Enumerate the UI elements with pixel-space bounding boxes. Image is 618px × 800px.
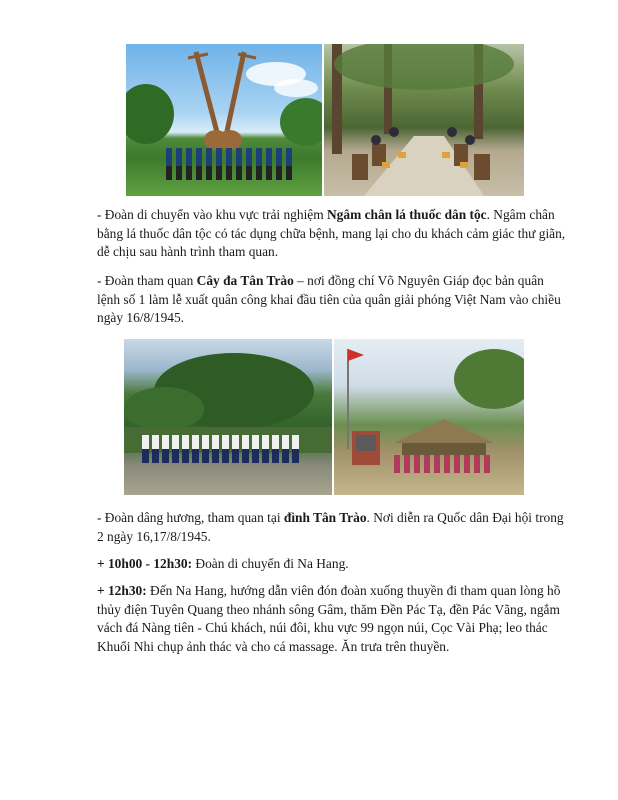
photo-row-top <box>126 44 524 196</box>
p5-text-post: Đến Na Hang, hướng dẫn viên đón đoàn xuống thuyền đi tham quan lòng hồ thủy điện Tuyên Quang theo nhánh sông Gâm, thăm Đền Pác Tạ, đền Pác Vãng, ngắm vách đá Nàng tiên - Chú khách, núi đôi, khu vực 99 ngọn núi, Cọc Vài Phạ; leo thác Khuổi Nhi chụp ảnh thác và cho cá massage. Ăn trưa trên thuyền. <box>97 583 561 654</box>
paragraph-banyan-tree <box>97 272 567 328</box>
p2-text-pre: - Đoàn tham quan <box>97 273 197 288</box>
photo-foot-soak-illustration <box>324 44 524 196</box>
p1-text-post: . Ngâm chân bằng lá thuốc dân tộc có tác dụng chữa bệnh, mang lại cho du khách cảm giác thư giãn, dễ chịu sau hành trình tham quan. <box>97 207 566 260</box>
p3-text-post: . Nơi diễn ra Quốc dân Đại hội trong 2 ngày 16,17/8/1945. <box>97 510 564 544</box>
p3-text-bold: đình Tân Trào <box>283 510 367 525</box>
paragraph-tan-trao-communal-house <box>97 509 567 546</box>
paragraph-schedule-1000 <box>97 555 567 574</box>
p2-text-post: – nơi đồng chí Võ Nguyên Giáp đọc bản quân lệnh số 1 làm lễ xuất quân công khai đầu tiên của quân giải phóng Việt Nam vào chiều ngày 16/8/1945. <box>97 273 561 326</box>
photo-monument-illustration <box>126 44 322 196</box>
paragraph-foot-soak <box>97 206 567 262</box>
paragraph-schedule-1230 <box>97 582 567 656</box>
p4-text-bold: + 10h00 - 12h30: <box>97 556 193 571</box>
photo-row-middle <box>124 339 524 495</box>
photo-banyan-group <box>124 339 332 495</box>
p5-text-bold: + 12h30: <box>97 583 147 598</box>
p3-text-pre: - Đoàn dâng hương, tham quan tại <box>97 510 284 525</box>
photo-monument-group <box>126 44 322 196</box>
p4-text-post: Đoàn di chuyển đi Na Hang. <box>192 556 349 571</box>
photo-communal-house-illustration <box>334 339 524 495</box>
p1-text-bold: Ngâm chân lá thuốc dân tộc <box>327 207 487 222</box>
p1-text-pre: - Đoàn di chuyển vào khu vực trải nghiệm <box>97 207 328 222</box>
photo-communal-house-group <box>334 339 524 495</box>
photo-banyan-illustration <box>124 339 332 495</box>
p2-text-bold: Cây đa Tân Trào <box>196 273 294 288</box>
photo-foot-soak <box>324 44 524 196</box>
